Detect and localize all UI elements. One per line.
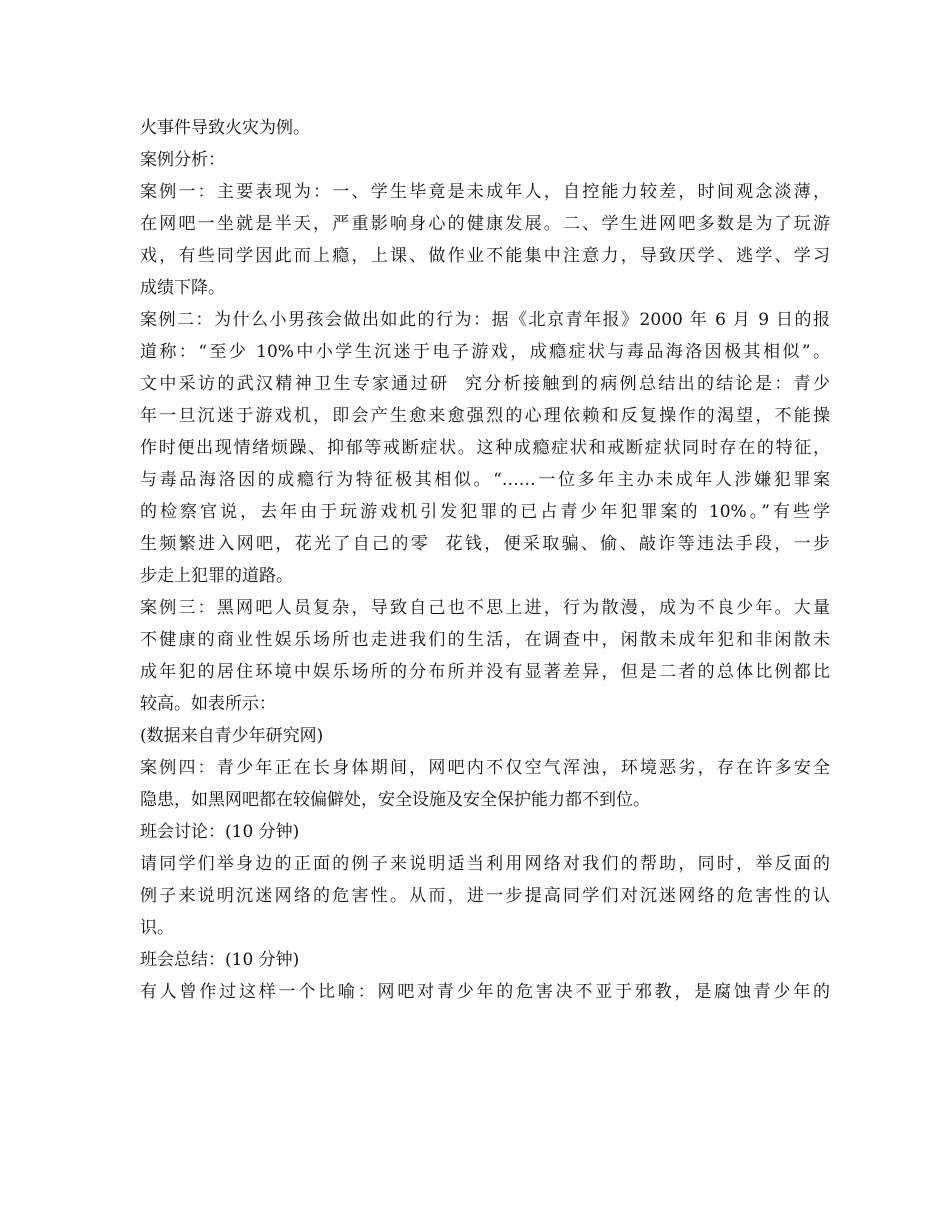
text-line: 生频繁进入网吧，花光了自己的零 花钱，便采取骗、偷、敲诈等违法手段，一步 bbox=[140, 534, 830, 554]
text-line: 作时便出现情绪烦躁、抑郁等戒断症状。这种成瘾症状和戒断症状同时存在的特征， bbox=[140, 438, 830, 458]
text-line: 火事件导致火灾为例。 bbox=[140, 118, 310, 138]
text-line: 案例二：为什么小男孩会做出如此的行为：据《北京青年报》2000 年 6 月 9 日的报 bbox=[140, 310, 830, 330]
text-line: 不健康的商业性娱乐场所也走进我们的生活，在调查中，闲散未成年犯和非闲散未 bbox=[140, 630, 830, 650]
document-body bbox=[140, 112, 830, 1008]
text-line: 识。 bbox=[140, 918, 174, 938]
text-line: 案例四：青少年正在长身体期间，网吧内不仅空气浑浊，环境恶劣，存在许多安全 bbox=[140, 758, 830, 778]
text-line: 例子来说明沉迷网络的危害性。从而，进一步提高同学们对沉迷网络的危害性的认 bbox=[140, 886, 830, 906]
text-line: 案例一：主要表现为：一、学生毕竟是未成年人，自控能力较差，时间观念淡薄， bbox=[140, 182, 830, 202]
text-line: 戏，有些同学因此而上瘾，上课、做作业不能集中注意力，导致厌学、逃学、学习 bbox=[140, 246, 830, 266]
text-line: (数据来自青少年研究网) bbox=[140, 726, 324, 746]
text-line: 有人曾作过这样一个比喻：网吧对青少年的危害决不亚于邪教，是腐蚀青少年的 bbox=[140, 982, 830, 1002]
text-line: 道称：“至少 10%中小学生沉迷于电子游戏，成瘾症状与毒品海洛因极其相似”。 bbox=[140, 342, 830, 362]
text-line: 步走上犯罪的道路。 bbox=[140, 566, 293, 586]
text-line: 年一旦沉迷于游戏机，即会产生愈来愈强烈的心理依赖和反复操作的渴望，不能操 bbox=[140, 406, 830, 426]
text-line: 请同学们举身边的正面的例子来说明适当利用网络对我们的帮助，同时，举反面的 bbox=[140, 854, 830, 874]
text-line: 成年犯的居住环境中娱乐场所的分布所并没有显著差异，但是二者的总体比例都比 bbox=[140, 662, 830, 682]
text-line: 案例三：黑网吧人员复杂，导致自己也不思上进，行为散漫，成为不良少年。大量 bbox=[140, 598, 830, 618]
text-line: 较高。如表所示： bbox=[140, 694, 276, 714]
text-line: 在网吧一坐就是半天，严重影响身心的健康发展。二、学生进网吧多数是为了玩游 bbox=[140, 214, 830, 234]
text-line: 文中采访的武汉精神卫生专家通过研 究分析接触到的病例总结出的结论是：青少 bbox=[140, 374, 830, 394]
text-line: 班会讨论：(10 分钟) bbox=[140, 822, 300, 842]
text-line: 隐患，如黑网吧都在较偏僻处，安全设施及安全保护能力都不到位。 bbox=[140, 790, 650, 810]
text-line: 的检察官说，去年由于玩游戏机引发犯罪的已占青少年犯罪案的 10%。”有些学 bbox=[140, 502, 830, 522]
text-line: 案例分析： bbox=[140, 150, 225, 170]
text-line: 与毒品海洛因的成瘾行为特征极其相似。“……一位多年主办未成年人涉嫌犯罪案 bbox=[140, 470, 830, 490]
text-line: 班会总结：(10 分钟) bbox=[140, 950, 300, 970]
text-line: 成绩下降。 bbox=[140, 278, 225, 298]
